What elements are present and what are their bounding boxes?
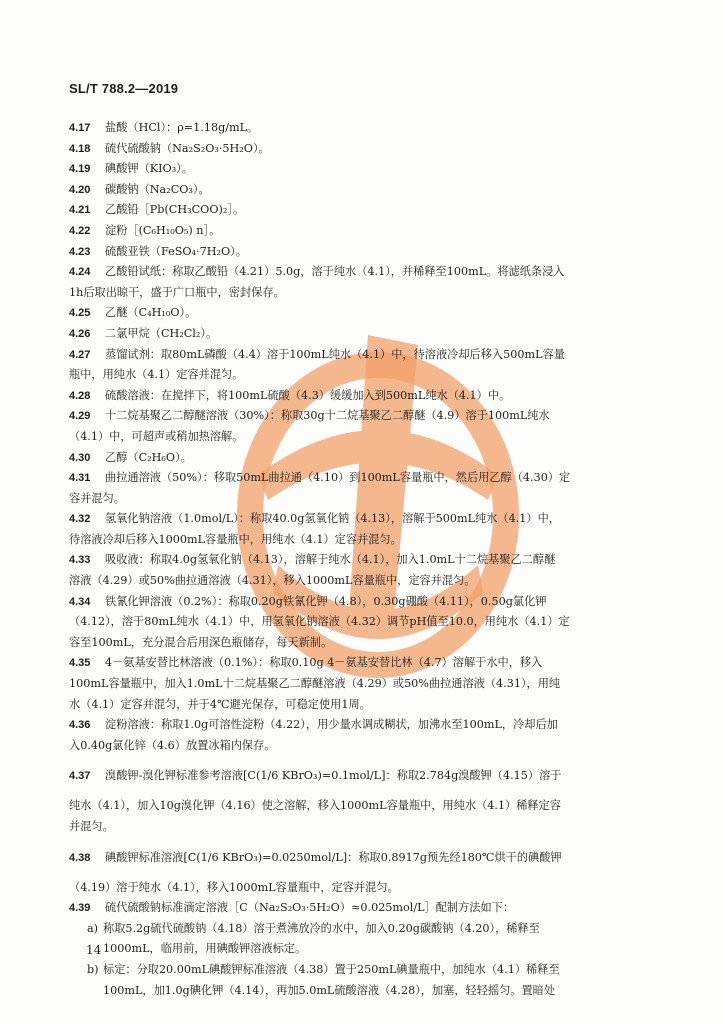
- item-number: 4.18: [69, 142, 91, 155]
- item-text-continued: 容至100mL，充分混合后用深色瓶储存，每天新制。: [69, 635, 333, 649]
- item-text: 碳酸钠（Na₂CO₃）。: [105, 182, 210, 196]
- item-number: 4.19: [69, 163, 91, 176]
- item-text-continued: 纯水（4.1），加入10g溴化钾（4.16）使之溶解，移入1000mL容量瓶中，用纯水（4.1）稀释定容: [69, 799, 561, 813]
- item-number: 4.39: [69, 902, 91, 915]
- list-item: [69, 324, 629, 345]
- list-item: [69, 550, 629, 591]
- item-text: 十二烷基聚乙二醇醚溶液（30%）：称取30g十二烷基聚乙二醇醚（4.9）溶于100mL纯水: [105, 409, 550, 423]
- list-item: [69, 118, 629, 139]
- item-text-continued: 待溶液冷却后移入1000mL容量瓶中，用纯水（4.1）定容并混匀。: [69, 532, 402, 546]
- item-text-continued: 1h后取出晾干，盛于广口瓶中，密封保存。: [69, 285, 285, 299]
- item-number: 4.20: [69, 183, 91, 196]
- formula: [C(1/6 KBrO₃)=0.1mol/L]: [243, 769, 386, 783]
- item-text: ：称取2.784g溴酸钾（4.15）溶于: [385, 769, 562, 783]
- list-item: [69, 180, 629, 201]
- sub-item-label: a): [87, 921, 99, 935]
- item-text-continued: 溶液（4.29）或50%曲拉通溶液（4.31），移入1000mL容量瓶中，定容并混匀。: [69, 574, 476, 588]
- item-text: 乙醚（C₄H₁₀O）。: [105, 306, 197, 320]
- list-item: [69, 303, 629, 324]
- item-text: 曲拉通溶液（50%）：移取50mL曲拉通（4.10）到100mL容量瓶中，然后用乙醇（4.30）定: [105, 471, 571, 485]
- list-item: [69, 159, 629, 180]
- item-number: 4.34: [69, 595, 91, 608]
- list-item: [69, 715, 629, 756]
- item-number: 4.27: [69, 348, 91, 361]
- formula: [C(1/6 KBrO₃)=0.0250mol/L]: [183, 850, 348, 864]
- item-text: 盐酸（HCl）：ρ=1.18g/mL。: [105, 121, 259, 134]
- item-text: ：称取0.8917g预先经180℃烘干的碘酸钾: [347, 850, 562, 864]
- sub-item-text: 标定：分取20.00mL碘酸钾标准溶液（4.38）置于250mL碘量瓶中，加纯水（4.1）稀释至: [103, 962, 560, 976]
- item-text: 碘酸钾（KIO₃）。: [105, 162, 193, 176]
- list-item: [69, 592, 629, 654]
- item-number: 4.33: [69, 554, 91, 567]
- standard-number: SL/T 788.2—2019: [69, 81, 179, 96]
- list-item: [69, 221, 629, 242]
- sub-item: [69, 919, 629, 960]
- list-item-continued: [69, 796, 629, 837]
- sub-item-text-continued: 100mL，加1.0g碘化钾（4.14），再加5.0mL硫酸溶液（4.28），加塞，轻轻摇匀。置暗处: [103, 983, 556, 997]
- item-text: 溴酸钾-溴化钾标准参考溶液: [105, 769, 244, 783]
- item-number: 4.17: [69, 122, 91, 134]
- item-text-continued: （4.12），溶于80mL纯水（4.1）中，用氢氧化钠溶液（4.32）调节pH值至10.0，用纯水（4.1）定: [69, 615, 570, 629]
- list-item: [69, 406, 629, 447]
- item-text: 乙酸铅试纸：称取乙酸铅（4.21）5.0g，溶于纯水（4.1），并稀释至100mL。将滤纸条浸入: [105, 265, 565, 279]
- list-item: [69, 468, 629, 509]
- item-number: 4.36: [69, 719, 91, 732]
- item-text: 硫酸溶液：在搅拌下，将100mL硫酸（4.3）缓缓加入到500mL纯水（4.1）中。: [105, 388, 511, 402]
- item-text: 淀粉溶液：称取1.0g可溶性淀粉（4.22），用少量水调成糊状，加沸水至100mL，冷却后加: [105, 718, 558, 732]
- item-text: 4－氨基安替比林溶液（0.1%）：称取0.10g 4－氨基安替比林（4.7）溶解于水中，移入: [105, 656, 543, 670]
- document-body: [69, 118, 629, 1001]
- sub-item: [69, 960, 629, 1001]
- item-number: 4.26: [69, 327, 91, 340]
- list-item: [69, 509, 629, 550]
- item-number: 4.24: [69, 266, 91, 279]
- item-text-continued: （4.1）中，可超声或稍加热溶解。: [69, 429, 244, 443]
- item-text-continued: 入0.40g氯化锌（4.6）放置冰箱内保存。: [69, 738, 276, 752]
- item-number: 4.28: [69, 389, 91, 402]
- item-text: 二氯甲烷（CH₂Cl₂）。: [105, 326, 218, 340]
- item-number: 4.32: [69, 513, 91, 526]
- list-item: [69, 838, 629, 878]
- item-number: 4.23: [69, 245, 91, 258]
- item-text: 碘酸钾标准溶液: [105, 850, 184, 864]
- list-item-continued: [69, 878, 629, 899]
- item-text: 乙醇（C₂H₆O）。: [105, 450, 192, 464]
- item-number: 4.35: [69, 657, 91, 670]
- list-item: [69, 345, 629, 386]
- sub-item-label: b): [87, 962, 99, 976]
- item-text: 氢氧化钠溶液（1.0mol/L）：称取40.0g氢氧化钠（4.13），溶解于500mL纯水（4.1）中，: [105, 512, 560, 526]
- item-text: 硫代硫酸钠标准滴定溶液［C（Na₂S₂O₃·5H₂O）≈0.025mol/L］配制方法如下：: [105, 901, 515, 915]
- item-text: 硫代硫酸钠（Na₂S₂O₃·5H₂O）。: [105, 141, 270, 155]
- page-number: 14: [86, 943, 102, 957]
- item-text-continued: 瓶中，用纯水（4.1）定容并混匀。: [69, 368, 244, 382]
- list-item: [69, 653, 629, 715]
- list-item: [69, 200, 629, 221]
- list-item: [69, 242, 629, 263]
- sub-item-text: 称取5.2g硫代硫酸钠（4.18）溶于煮沸放冷的水中，加入0.20g碳酸钠（4.20），稀释至: [103, 921, 540, 935]
- sub-item-text-continued: 1000mL，临用前，用碘酸钾溶液标定。: [103, 942, 307, 956]
- item-text-continued: （4.19）溶于纯水（4.1），移入1000mL容量瓶中，定容并混匀。: [69, 880, 399, 894]
- item-number: 4.31: [69, 472, 91, 485]
- item-text: 蒸馏试剂：取80mL磷酸（4.4）溶于100mL纯水（4.1）中，待溶液冷却后移入500mL容量: [105, 347, 565, 361]
- list-item: [69, 898, 629, 919]
- item-text: 吸收液：称取4.0g氢氧化钠（4.13），溶解于纯水（4.1），加入1.0mL十二烷基聚乙二醇醚: [105, 553, 556, 567]
- list-item: [69, 262, 629, 303]
- item-text-continued: 并混匀。: [69, 820, 114, 833]
- item-number: 4.25: [69, 307, 91, 320]
- item-number: 4.22: [69, 224, 91, 237]
- item-number: 4.37: [69, 770, 91, 783]
- item-number: 4.30: [69, 451, 91, 464]
- item-number: 4.21: [69, 204, 91, 217]
- list-item: [69, 139, 629, 160]
- item-text: 乙酸铅［Pb(CH₃COO)₂］。: [105, 203, 245, 217]
- item-text: 铁氰化钾溶液（0.2%）：称取0.20g铁氰化钾（4.8），0.30g硼酸（4.11），0.50g氯化钾: [105, 594, 547, 608]
- list-item: [69, 756, 629, 796]
- list-item: [69, 386, 629, 407]
- item-text-continued: 容并混匀。: [69, 491, 125, 505]
- item-text-continued: 水（4.1）定容并混匀，并于4℃避光保存，可稳定使用1周。: [69, 697, 371, 711]
- item-text-continued: 100mL容量瓶中，加入1.0mL十二烷基聚乙二醇醚溶液（4.29）或50%曲拉通溶液（4.31），用纯: [69, 677, 561, 691]
- item-text: 硫酸亚铁（FeSO₄·7H₂O）。: [105, 244, 247, 258]
- item-number: 4.38: [69, 851, 91, 864]
- list-item: [69, 448, 629, 469]
- item-text: 淀粉［(C₆H₁₀O₅) n］。: [105, 223, 221, 237]
- item-number: 4.29: [69, 410, 91, 423]
